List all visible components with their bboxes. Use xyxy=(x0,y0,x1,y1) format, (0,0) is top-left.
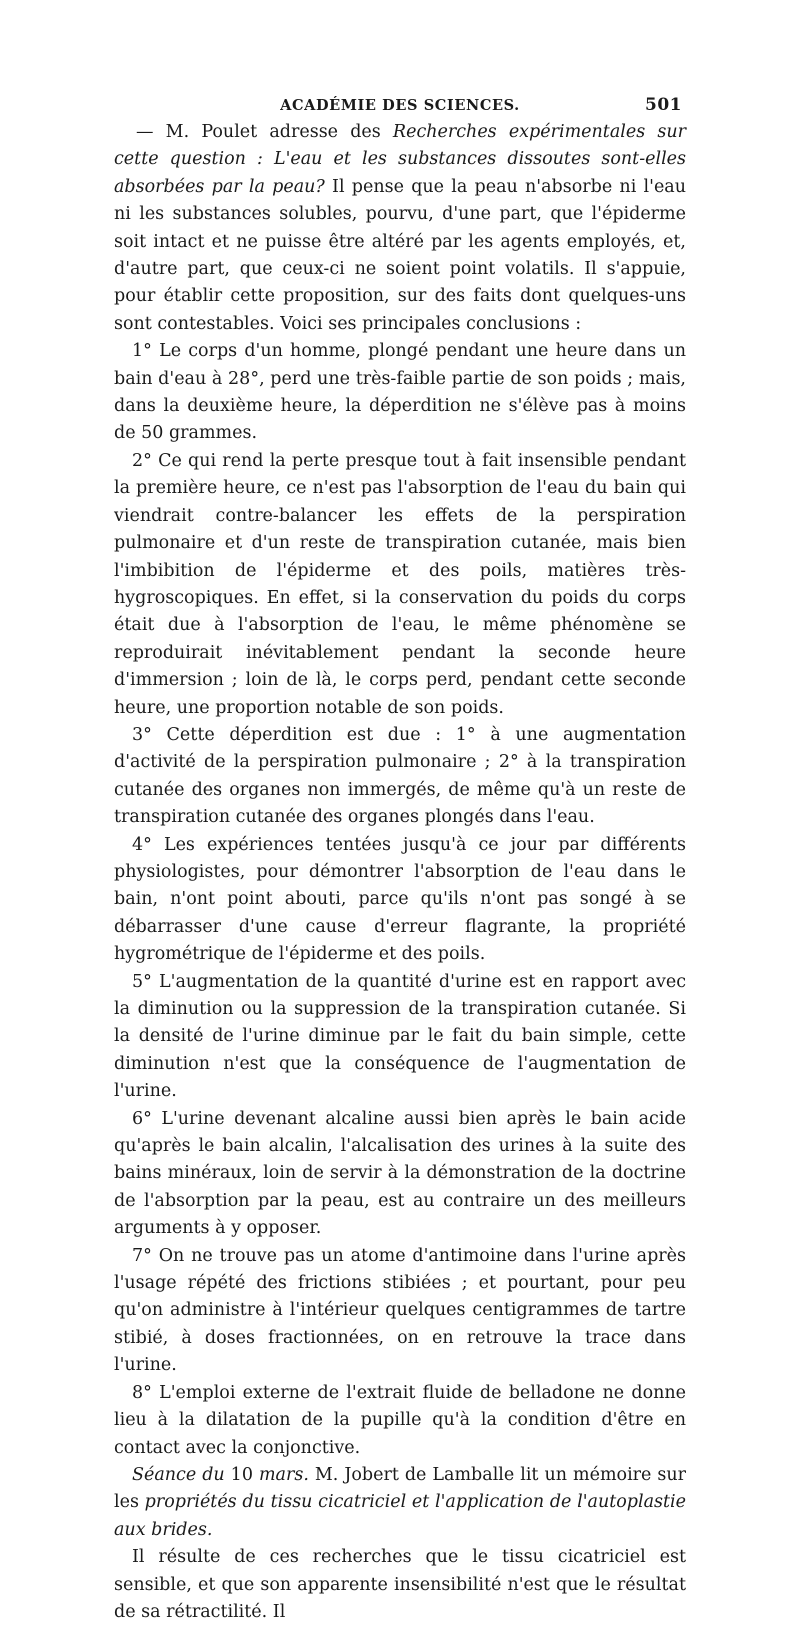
conclusion-6: 6° L'urine devenant alcaline aussi bien après le bain acide qu'après le bain alcalin, l'alcalisation des urines à la suite des bains minéraux, loin de servir à la démonstration de la doctrine de l'absorption par la peau, est au contraire un des meilleurs arguments à y opposer. xyxy=(114,1108,686,1239)
conclusion-1: 1° Le corps d'un homme, plongé pendant une heure dans un bain d'eau à 28°, perd une très-faible partie de son poids ; mais, dans la deuxième heure, la déperdition ne s'élève pas à moins de 50 grammes. xyxy=(114,341,686,444)
conclusion-8: 8° L'emploi externe de l'extrait fluide de belladone ne donne lieu à la dilatation de la pupille qu'à la condition d'être en contact avec la conjonctive. xyxy=(114,1382,686,1458)
seance-month: mars. xyxy=(258,1464,309,1485)
running-title: ACADÉMIE DES SCIENCES. xyxy=(280,97,520,114)
page-number: 501 xyxy=(645,95,682,115)
intro-rest: Il pense que la peau n'absorbe ni l'eau ni les substances solubles, pourvu, d'une part, que l'épiderme soit intact et ne puisse être altéré par les agents employés, et, d'autre part, que ceux-ci ne soient point volatils. Il s'appuie, pour établir cette proposition, sur des faits dont quelques-uns sont contestables. Voici ses principales conclusions : xyxy=(114,176,687,334)
paragraph-result: Il résulte de ces recherches que le tissu cicatriciel est sensible, et que son apparente insensibilité n'est que le résultat de sa rétractilité. Il xyxy=(114,1547,686,1622)
conclusion-3: 3° Cette déperdition est due : 1° à une augmentation d'activité de la perspiration pulmonaire ; 2° à la transpiration cutanée des organes non immergés, de même qu'à un reste de transpiration cutanée des organes plongés dans l'eau. xyxy=(114,724,686,828)
conclusion-7: 7° On ne trouve pas un atome d'antimoine dans l'urine après l'usage répété des frictions stibiées ; et pourtant, pour peu qu'on administre à l'intérieur quelques centigrammes de tartre stibié, à doses fractionnées, on en retrouve la trace dans l'urine. xyxy=(114,1245,686,1376)
book-page xyxy=(114,93,686,1626)
intro-question-title: Recherches expérimentales sur cette question : L'eau et les substances dissoutes sont-elles absorbées par la peau? xyxy=(114,122,686,197)
page-header xyxy=(114,93,686,119)
conclusion-4: 4° Les expériences tentées jusqu'à ce jour par différents physiologistes, pour démontrer l'absorption de l'eau dans le bain, n'ont point abouti, parce qu'ils n'ont pas songé à se débarrasser d'une cause d'erreur flagrante, la propriété hygrométrique de l'épiderme et des poils. xyxy=(114,834,686,965)
conclusion-5: 5° L'augmentation de la quantité d'urine est en rapport avec la diminution ou la suppression de la transpiration cutanée. Si la densité de l'urine diminue par le fait du bain simple, cette diminution n'est que la conséquence de l'augmentation de l'urine. xyxy=(114,971,686,1102)
seance-label: Séance du xyxy=(132,1464,225,1485)
conclusion-2: 2° Ce qui rend la perte presque tout à fait insensible pendant la première heure, ce n'est pas l'absorption de l'eau du bain qui viendrait contre-balancer les effets de la perspiration pulmonaire et d'un reste de transpiration cutanée, mais bien l'imbibition de l'épiderme et des poils, matières très-hygroscopiques. En effet, si la conservation du poids du corps était due à l'absorption de l'eau, le même phénomène se reproduirait inévitablement pendant la seconde heure d'immersion ; loin de là, le corps perd, pendant cette seconde heure, une proportion notable de son poids. xyxy=(114,450,686,718)
intro-lead: — M. Poulet adresse des xyxy=(136,122,393,142)
body-text xyxy=(114,119,686,1626)
paragraph-seance xyxy=(114,1462,686,1544)
seance-text: M. Jobert de Lamballe lit un mémoire sur les xyxy=(114,1464,687,1513)
paragraph-intro xyxy=(114,119,686,338)
seance-memoir-title: propriétés du tissu cicatriciel et l'application de l'autoplastie aux brides. xyxy=(114,1492,687,1540)
seance-day: 10 xyxy=(224,1464,259,1485)
